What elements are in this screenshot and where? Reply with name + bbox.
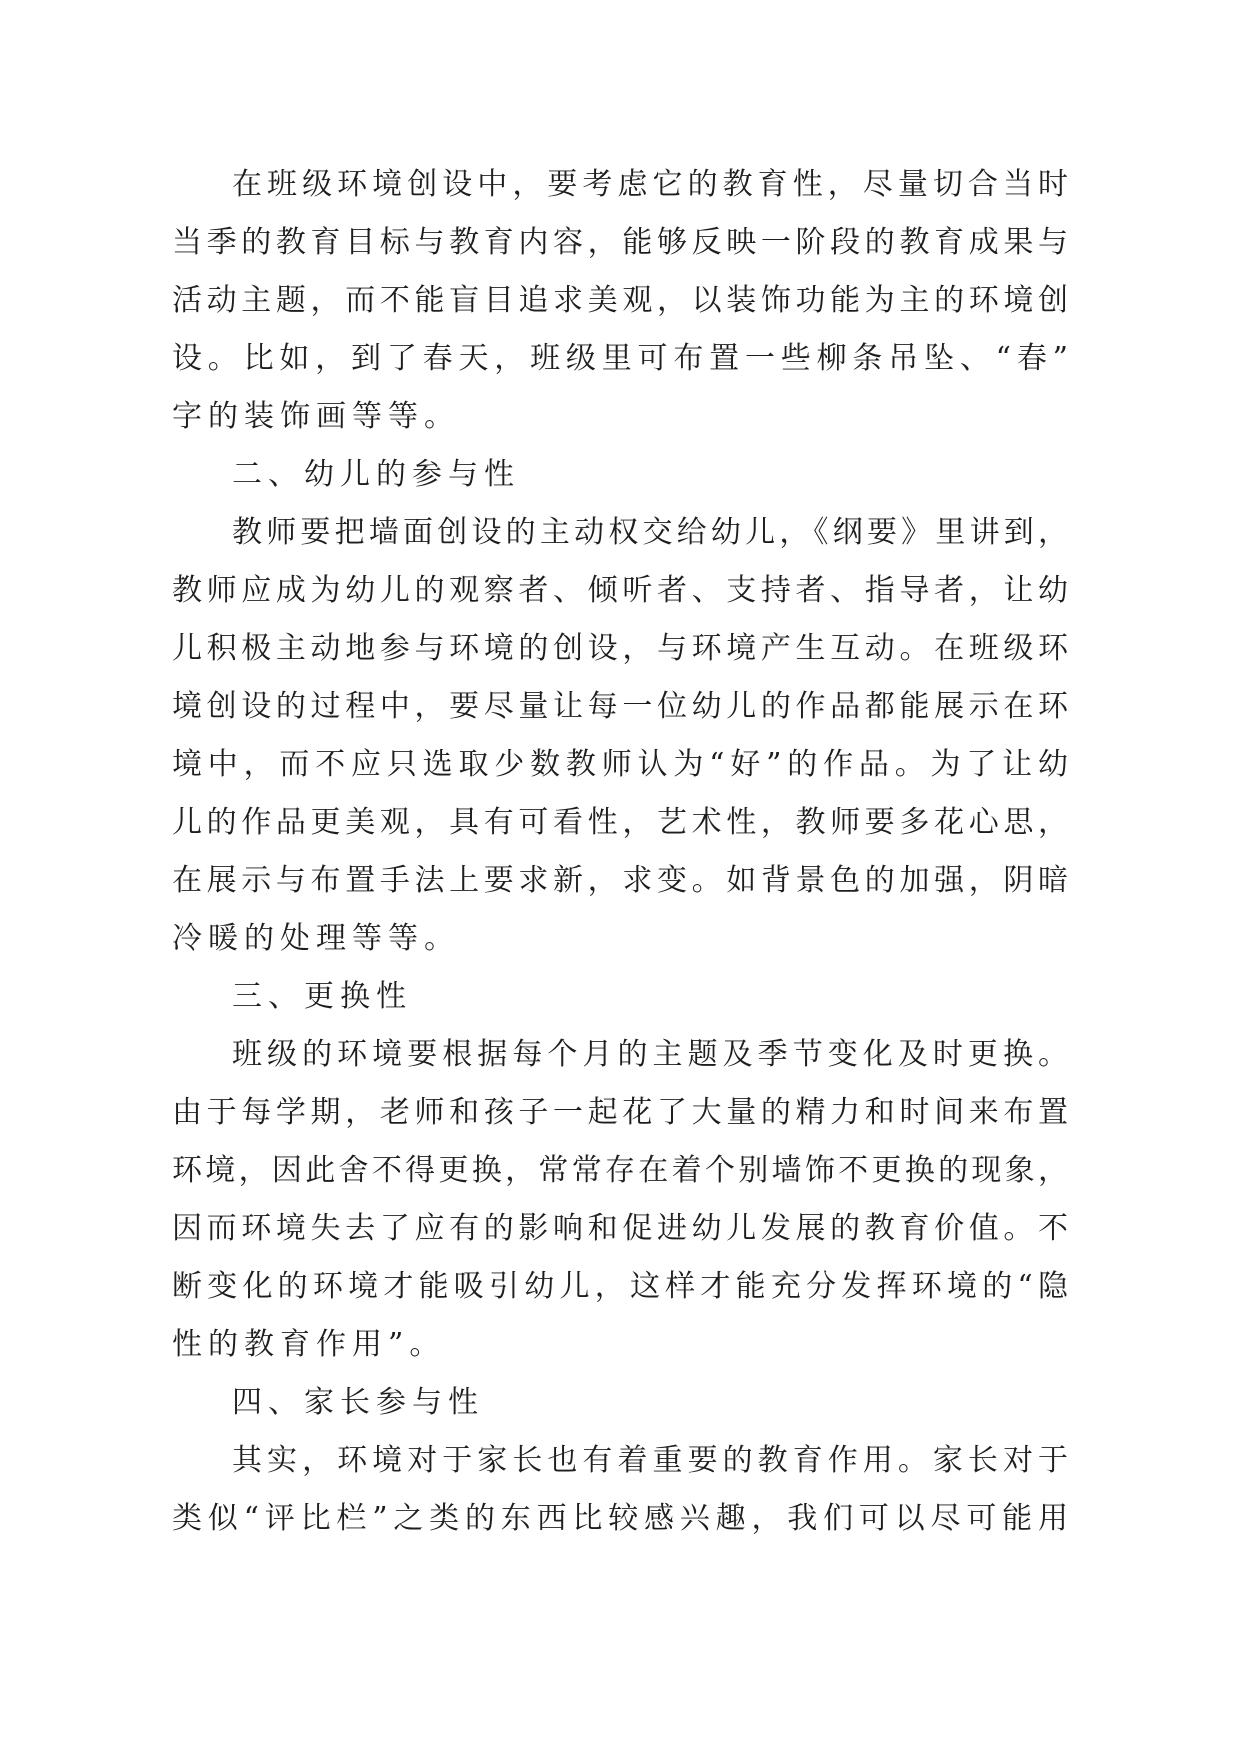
paragraph-participation	[172, 504, 1068, 968]
paragraph-line: 境创设的过程中，要尽量让每一位幼儿的作品都能展示在环	[172, 689, 1068, 724]
paragraph-line: 类似“评比栏”之类的东西比较感兴趣，我们可以尽可能用	[172, 1501, 1068, 1536]
paragraph-replacement	[172, 1026, 1068, 1374]
paragraph-line: 教师要把墙面创设的主动权交给幼儿，《纲要》里讲到，	[232, 515, 1068, 550]
paragraph-line: 活动主题，而不能盲目追求美观，以装饰功能为主的环境创	[172, 283, 1068, 318]
paragraph-line: 境中，而不应只选取少数教师认为“好”的作品。为了让幼	[172, 747, 1068, 782]
document-body	[172, 156, 1068, 1548]
section-heading-participation: 二、幼儿的参与性	[232, 457, 520, 492]
paragraph-line: 性的教育作用”。	[172, 1327, 446, 1362]
paragraph-parents	[172, 1432, 1068, 1548]
paragraph-educational	[172, 156, 1068, 446]
paragraph-line: 环境，因此舍不得更换，常常存在着个别墙饰不更换的现象，	[172, 1153, 1068, 1188]
paragraph-line: 冷暖的处理等等。	[172, 921, 460, 956]
paragraph-line: 字的装饰画等等。	[172, 399, 460, 434]
paragraph-line: 儿的作品更美观，具有可看性，艺术性，教师要多花心思，	[172, 805, 1068, 840]
paragraph-line: 在班级环境创设中，要考虑它的教育性，尽量切合当时	[232, 167, 1068, 202]
paragraph-line: 设。比如，到了春天，班级里可布置一些柳条吊坠、“春”	[172, 341, 1068, 376]
section-heading-parents: 四、家长参与性	[232, 1385, 484, 1420]
paragraph-line: 其实，环境对于家长也有着重要的教育作用。家长对于	[232, 1443, 1068, 1478]
section-heading-replacement: 三、更换性	[232, 979, 412, 1014]
paragraph-line: 班级的环境要根据每个月的主题及季节变化及时更换。	[232, 1037, 1068, 1072]
paragraph-line: 因而环境失去了应有的影响和促进幼儿发展的教育价值。不	[172, 1211, 1068, 1246]
paragraph-line: 当季的教育目标与教育内容，能够反映一阶段的教育成果与	[172, 225, 1068, 260]
paragraph-line: 断变化的环境才能吸引幼儿，这样才能充分发挥环境的“隐	[172, 1269, 1068, 1304]
paragraph-line: 儿积极主动地参与环境的创设，与环境产生互动。在班级环	[172, 631, 1068, 666]
paragraph-line: 在展示与布置手法上要求新，求变。如背景色的加强，阴暗	[172, 863, 1068, 898]
paragraph-line: 教师应成为幼儿的观察者、倾听者、支持者、指导者，让幼	[172, 573, 1068, 608]
paragraph-line: 由于每学期，老师和孩子一起花了大量的精力和时间来布置	[172, 1095, 1068, 1130]
